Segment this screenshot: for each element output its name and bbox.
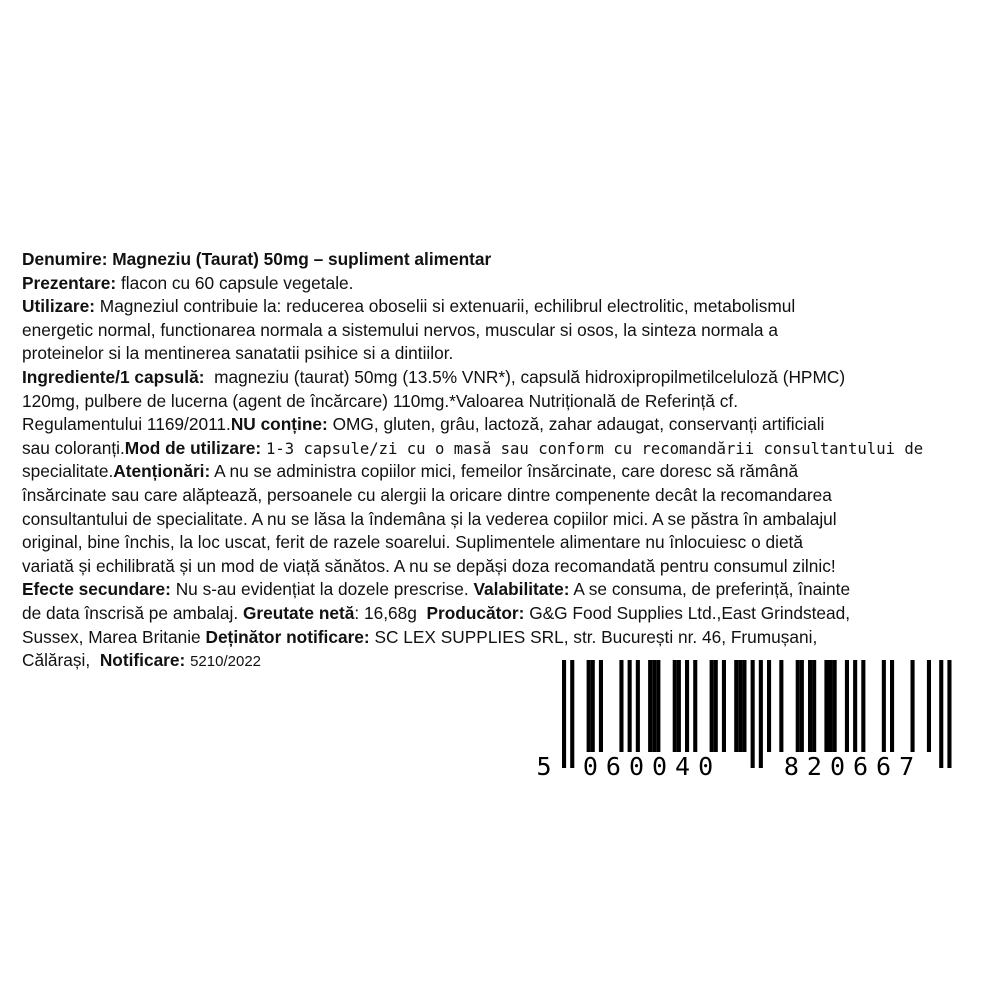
- utilizare-text-1: Magneziul contribuie la: reducerea oboselii si extenuarii, echilibrul electrolitic, metabolismul: [99, 296, 796, 317]
- barcode-guard-bar: [939, 660, 943, 768]
- barcode-bar: [673, 660, 677, 752]
- atentionari-text-1: A nu se administra copiilor mici, femeilor însărcinate, care doresc să rămână: [214, 461, 799, 482]
- ingrediente-label: Ingrediente/1 capsulă:: [22, 366, 205, 387]
- denumire-label: Denumire:: [22, 249, 108, 269]
- line-producator-2: [22, 626, 972, 650]
- producator-text-2: Sussex, Marea Britanie: [22, 626, 201, 647]
- valabilitate-text-2: de data înscrisă pe ambalaj.: [22, 602, 239, 623]
- valabilitate-label: Valabilitate:: [473, 579, 570, 600]
- utilizare-text-3: proteinelor si la mentinerea sanatatii psihice si a dintiilor.: [22, 343, 454, 364]
- line-utilizare-3: [22, 342, 972, 366]
- barcode-bar: [599, 660, 603, 752]
- line-nu-contine-2: [22, 437, 972, 461]
- line-ingrediente-1: [22, 366, 972, 390]
- atentionari-text-5: variată și echilibrată și un mod de viață sănătos. A nu se depăși doza recomandată pentru consumul zilnic!: [22, 555, 836, 576]
- mod-text-1: 1-3 capsule/zi cu o masă sau conform cu recomandării consultantului de: [265, 439, 924, 458]
- barcode-bar: [619, 660, 623, 752]
- line-atentionari-2: [22, 484, 972, 508]
- barcode-bar: [927, 660, 931, 752]
- barcode-bar: [591, 660, 595, 752]
- line-utilizare-2: [22, 319, 972, 343]
- barcode-bar: [677, 660, 681, 752]
- nu-contine-text-2: sau coloranți.: [22, 437, 125, 458]
- valabilitate-text-1: A se consuma, de preferință, înainte: [573, 579, 851, 600]
- barcode-bar: [824, 660, 828, 752]
- detinator-label: Deținător notificare:: [205, 626, 370, 647]
- barcode-bar: [693, 660, 697, 752]
- ean13-barcode: [530, 660, 958, 780]
- atentionari-text-2: însărcinate sau care alăptează, persoanele cu alergii la oricare dintre compenente decât la recomandarea: [22, 484, 832, 505]
- barcode-bar: [767, 660, 771, 752]
- product-label-text: [22, 248, 972, 673]
- barcode-bar: [890, 660, 894, 752]
- ingrediente-text-1: magneziu (taurat) 50mg (13.5% VNR*), capsulă hidroxipropilmetilceluloză (HPMC): [214, 366, 846, 387]
- barcode-bar: [833, 660, 837, 752]
- barcode-bar: [812, 660, 816, 752]
- line-atentionari-5: [22, 555, 972, 579]
- barcode-bar: [722, 660, 726, 752]
- detinator-text-1: SC LEX SUPPLIES SRL, str. București nr. 46, Frumușani,: [374, 626, 818, 647]
- barcode-left-group: 060040: [582, 752, 722, 780]
- atentionari-text-4: original, bine închis, la loc uscat, ferit de razele soarelui. Suplimentele alimentare nu înlocuiesc o dietă: [22, 532, 803, 553]
- barcode-bar: [882, 660, 886, 752]
- greutate-label: Greutate netă: [242, 602, 355, 623]
- barcode-guard-bar: [751, 660, 755, 768]
- line-denumire: [22, 248, 972, 272]
- greutate-value: : 16,68g: [354, 602, 417, 623]
- barcode-guard-bar: [759, 660, 763, 768]
- barcode-bar: [742, 660, 746, 752]
- barcode-bar: [652, 660, 656, 752]
- utilizare-label: Utilizare:: [22, 296, 95, 317]
- denumire-value: Magneziu (Taurat) 50mg – supliment alimentar: [112, 249, 492, 269]
- barcode-right-group: 820667: [783, 752, 923, 780]
- nu-contine-text-1: OMG, gluten, grâu, lactoză, zahar adaugat, conservanți artificiali: [332, 414, 825, 435]
- efecte-value: Nu s-au evidențiat la dozele prescrise.: [175, 579, 469, 600]
- mod-label: Mod de utilizare:: [124, 437, 262, 458]
- barcode-bar: [911, 660, 915, 752]
- atentionari-label: Atenționări:: [113, 461, 211, 482]
- barcode-guard-bar: [570, 660, 574, 768]
- barcode-bar: [685, 660, 689, 752]
- mod-text-2: specialitate.: [22, 461, 114, 482]
- barcode-bar: [636, 660, 640, 752]
- detinator-text-2: Călărași,: [22, 650, 91, 671]
- prezentare-label: Prezentare:: [22, 272, 117, 293]
- barcode-bar: [829, 660, 833, 752]
- barcode-bar: [734, 660, 738, 752]
- barcode-bar: [587, 660, 591, 752]
- barcode-bar: [656, 660, 660, 752]
- notificare-value: 5210/2022: [190, 653, 261, 671]
- prezentare-value: flacon cu 60 capsule vegetale.: [120, 272, 354, 293]
- barcode-bar: [853, 660, 857, 752]
- barcode-bar: [738, 660, 742, 752]
- line-ingrediente-3: [22, 413, 972, 437]
- efecte-label: Efecte secundare:: [22, 579, 171, 600]
- line-ingrediente-2: [22, 390, 972, 414]
- line-mod-2: [22, 460, 972, 484]
- barcode-bar: [796, 660, 800, 752]
- barcode-bar: [714, 660, 718, 752]
- barcode-guard-bar: [562, 660, 566, 768]
- barcode-bar: [800, 660, 804, 752]
- line-atentionari-3: [22, 508, 972, 532]
- barcode-first-digit: 5: [536, 752, 552, 780]
- atentionari-text-3: consultantului de specialitate. A nu se lăsa la îndemâna și la vederea copiilor mici. A se păstra în ambalajul: [22, 508, 837, 529]
- ingrediente-text-2: 120mg, pulbere de lucerna (agent de încărcare) 110mg.*Valoarea Nutrițională de Referință cf.: [22, 390, 738, 411]
- line-atentionari-4: [22, 531, 972, 555]
- line-efecte: [22, 578, 972, 602]
- producator-text-1: G&G Food Supplies Ltd.,East Grindstead,: [529, 602, 851, 623]
- utilizare-text-2: energetic normal, functionarea normala a sistemului nervos, muscular si osos, la sinteza normala a: [22, 319, 778, 340]
- line-valabilitate-2: [22, 602, 972, 626]
- barcode-bar: [808, 660, 812, 752]
- barcode-bar: [710, 660, 714, 752]
- line-utilizare-1: [22, 295, 972, 319]
- nu-contine-label: NU conține:: [230, 414, 328, 435]
- ingrediente-text-3: Regulamentului 1169/2011.: [22, 414, 231, 435]
- barcode-guard-bar: [947, 660, 951, 768]
- barcode-graphic: [530, 660, 958, 780]
- notificare-label: Notificare:: [99, 650, 186, 671]
- barcode-bar: [845, 660, 849, 752]
- barcode-bar: [628, 660, 632, 752]
- barcode-bar: [779, 660, 783, 752]
- barcode-bar: [861, 660, 865, 752]
- barcode-bar: [648, 660, 652, 752]
- line-prezentare: [22, 272, 972, 296]
- producator-label: Producător:: [426, 602, 525, 623]
